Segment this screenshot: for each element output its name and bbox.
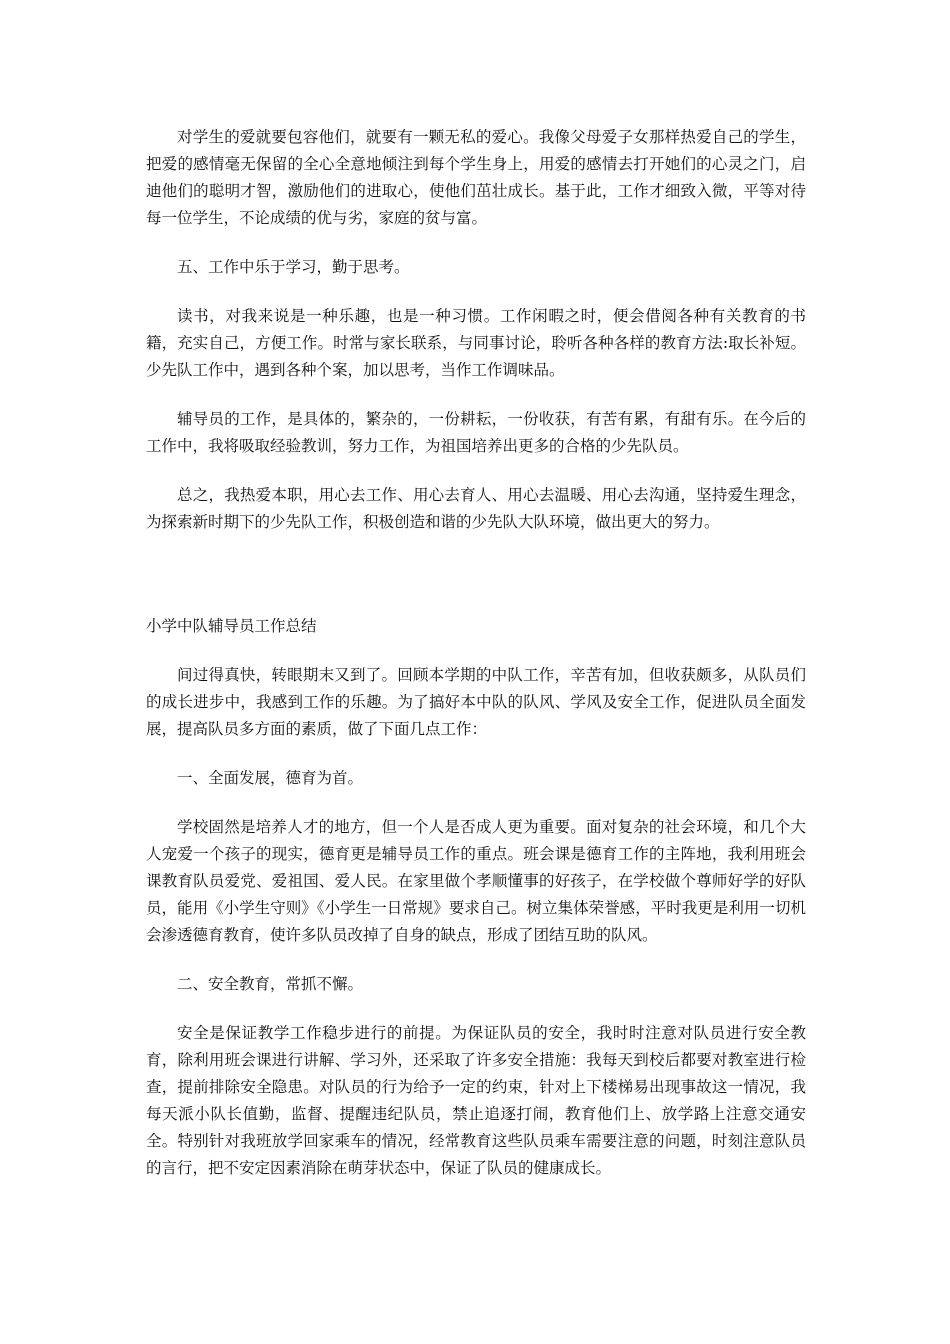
section-gap (146, 558, 806, 613)
heading-section-five: 五、工作中乐于学习，勤于思考。 (177, 258, 410, 276)
paragraph-counselor-work: 辅导员的工作，是具体的，繁杂的，一份耕耘，一份收获，有苦有累，有甜有乐。在今后的工作中，我将吸取经验教训，努力工作，为祖国培养出更多的合格的少先队员。 (146, 410, 806, 455)
paragraph-moral-education: 学校固然是培养人才的地方，但一个人是否成人更为重要。面对复杂的社会环境，和几个大人宠爱一个孩子的现实，德育更是辅导员工作的重点。班会课是德育工作的主阵地，我利用班会课教育队员爱党、爱祖国、爱人民。在家里做个孝顺懂事的好孩子，在学校做个尊师好学的好队员，能用《小学生守则》《小学生一日常规》要求自己。树立集体荣誉感，平时我更是利用一切机会渗透德育教育，使许多队员改掉了自身的缺点，形成了团结互助的队风。 (146, 818, 806, 944)
paragraph-reading: 读书，对我来说是一种乐趣，也是一种习惯。工作闲暇之时，便会借阅各种有关教育的书籍，充实自己，方便工作。时常与家长联系，与同事讨论，聆听各种各样的教育方法:取长补短。少先队工作中，遇到各种个案，加以思考，当作工作调味品。 (146, 307, 806, 379)
heading-section-one: 一、全面发展，德育为首。 (177, 769, 364, 787)
heading-section-two: 二、安全教育，常抓不懈。 (177, 975, 364, 993)
document-page (146, 124, 806, 1204)
paragraph-safety-education: 安全是保证教学工作稳步进行的前提。为保证队员的安全，我时时注意对队员进行安全教育，除利用班会课进行讲解、学习外，还采取了许多安全措施：我每天到校后都要对教室进行检查，提前排除安全隐患。对队员的行为给予一定的约束，针对上下楼梯易出现事故这一情况，我每天派小队长值勤，监督、提醒违纪队员，禁止追逐打闹，教育他们上、放学路上注意交通安全。特别针对我班放学回家乘车的情况，经常教育这些队员乘车需要注意的问题，时刻注意队员的言行，把不安定因素消除在萌芽状态中，保证了队员的健康成长。 (146, 1024, 806, 1177)
document-title: 小学中队辅导员工作总结 (146, 617, 317, 635)
paragraph-intro: 间过得真快，转眼期末又到了。回顾本学期的中队工作，辛苦有加，但收获颇多，从队员们的成长进步中，我感到工作的乐趣。为了搞好本中队的队风、学风及安全工作，促进队员全面发展，提高队员多方面的素质，做了下面几点工作： (146, 666, 806, 738)
paragraph-conclusion: 总之，我热爱本职，用心去工作、用心去育人、用心去温暖、用心去沟通，坚持爱生理念，为探索新时期下的少先队工作，积极创造和谐的少先队大队环境，做出更大的努力。 (146, 486, 806, 531)
paragraph-love-students: 对学生的爱就要包容他们，就要有一颗无私的爱心。我像父母爱子女那样热爱自己的学生，把爱的感情毫无保留的全心全意地倾注到每个学生身上，用爱的感情去打开她们的心灵之门，启迪他们的聪明才智，激励他们的进取心，使他们茁壮成长。基于此，工作才细致入微，平等对待每一位学生，不论成绩的优与劣，家庭的贫与富。 (146, 128, 806, 227)
